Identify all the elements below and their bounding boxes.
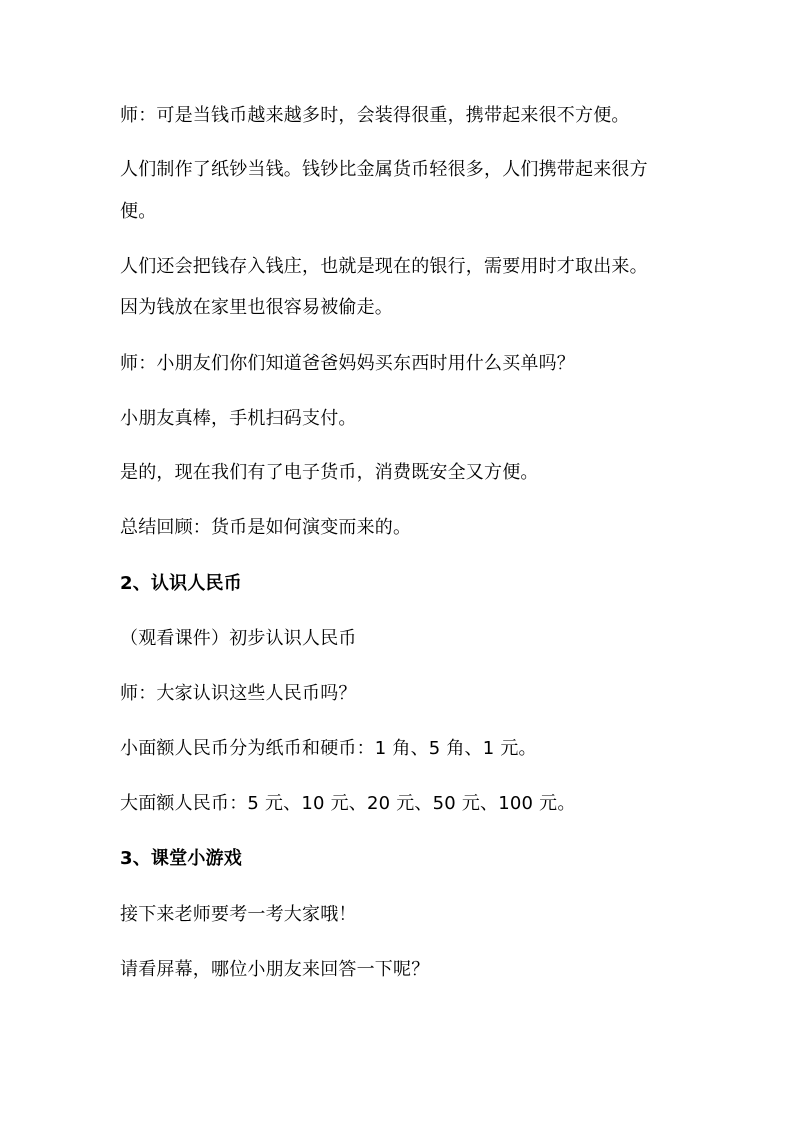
paragraph-electronic-money: 是的，现在我们有了电子货币，消费既安全又方便。 xyxy=(120,462,539,483)
paragraph-watch-courseware: （观看课件）初步认识人民币 xyxy=(120,628,357,649)
paragraph-bank-line2: 因为钱放在家里也很容易被偷走。 xyxy=(120,297,393,318)
section-heading-rmb: 2、认识人民币 xyxy=(120,573,242,594)
paragraph-teacher-question-rmb: 师：大家认识这些人民币吗？ xyxy=(120,683,357,704)
paragraph-teacher-heavy-coins: 师：可是当钱币越来越多时，会装得很重，携带起来很不方便。 xyxy=(120,105,630,126)
paragraph-summary: 总结回顾：货币是如何演变而来的。 xyxy=(120,517,412,538)
paragraph-bank-line1: 人们还会把钱存入钱庄，也就是现在的银行，需要用时才取出来。 xyxy=(120,256,648,277)
paragraph-mobile-payment: 小朋友真棒，手机扫码支付。 xyxy=(120,408,357,429)
paragraph-teacher-question-payment: 师：小朋友们你们知道爸爸妈妈买东西时用什么买单吗？ xyxy=(120,353,575,374)
paragraph-large-denominations: 大面额人民币：5 元、10 元、20 元、50 元、100 元。 xyxy=(120,793,576,814)
paragraph-paper-money-line1: 人们制作了纸钞当钱。钱钞比金属货币轻很多，人们携带起来很方 xyxy=(120,159,648,180)
section-heading-game: 3、课堂小游戏 xyxy=(120,848,242,869)
paragraph-teacher-quiz: 接下来老师要考一考大家哦！ xyxy=(120,904,357,925)
paragraph-small-denominations: 小面额人民币分为纸币和硬币：1 角、5 角、1 元。 xyxy=(120,738,537,759)
paragraph-look-at-screen: 请看屏幕，哪位小朋友来回答一下呢？ xyxy=(120,959,430,980)
paragraph-paper-money-line2: 便。 xyxy=(120,201,157,222)
